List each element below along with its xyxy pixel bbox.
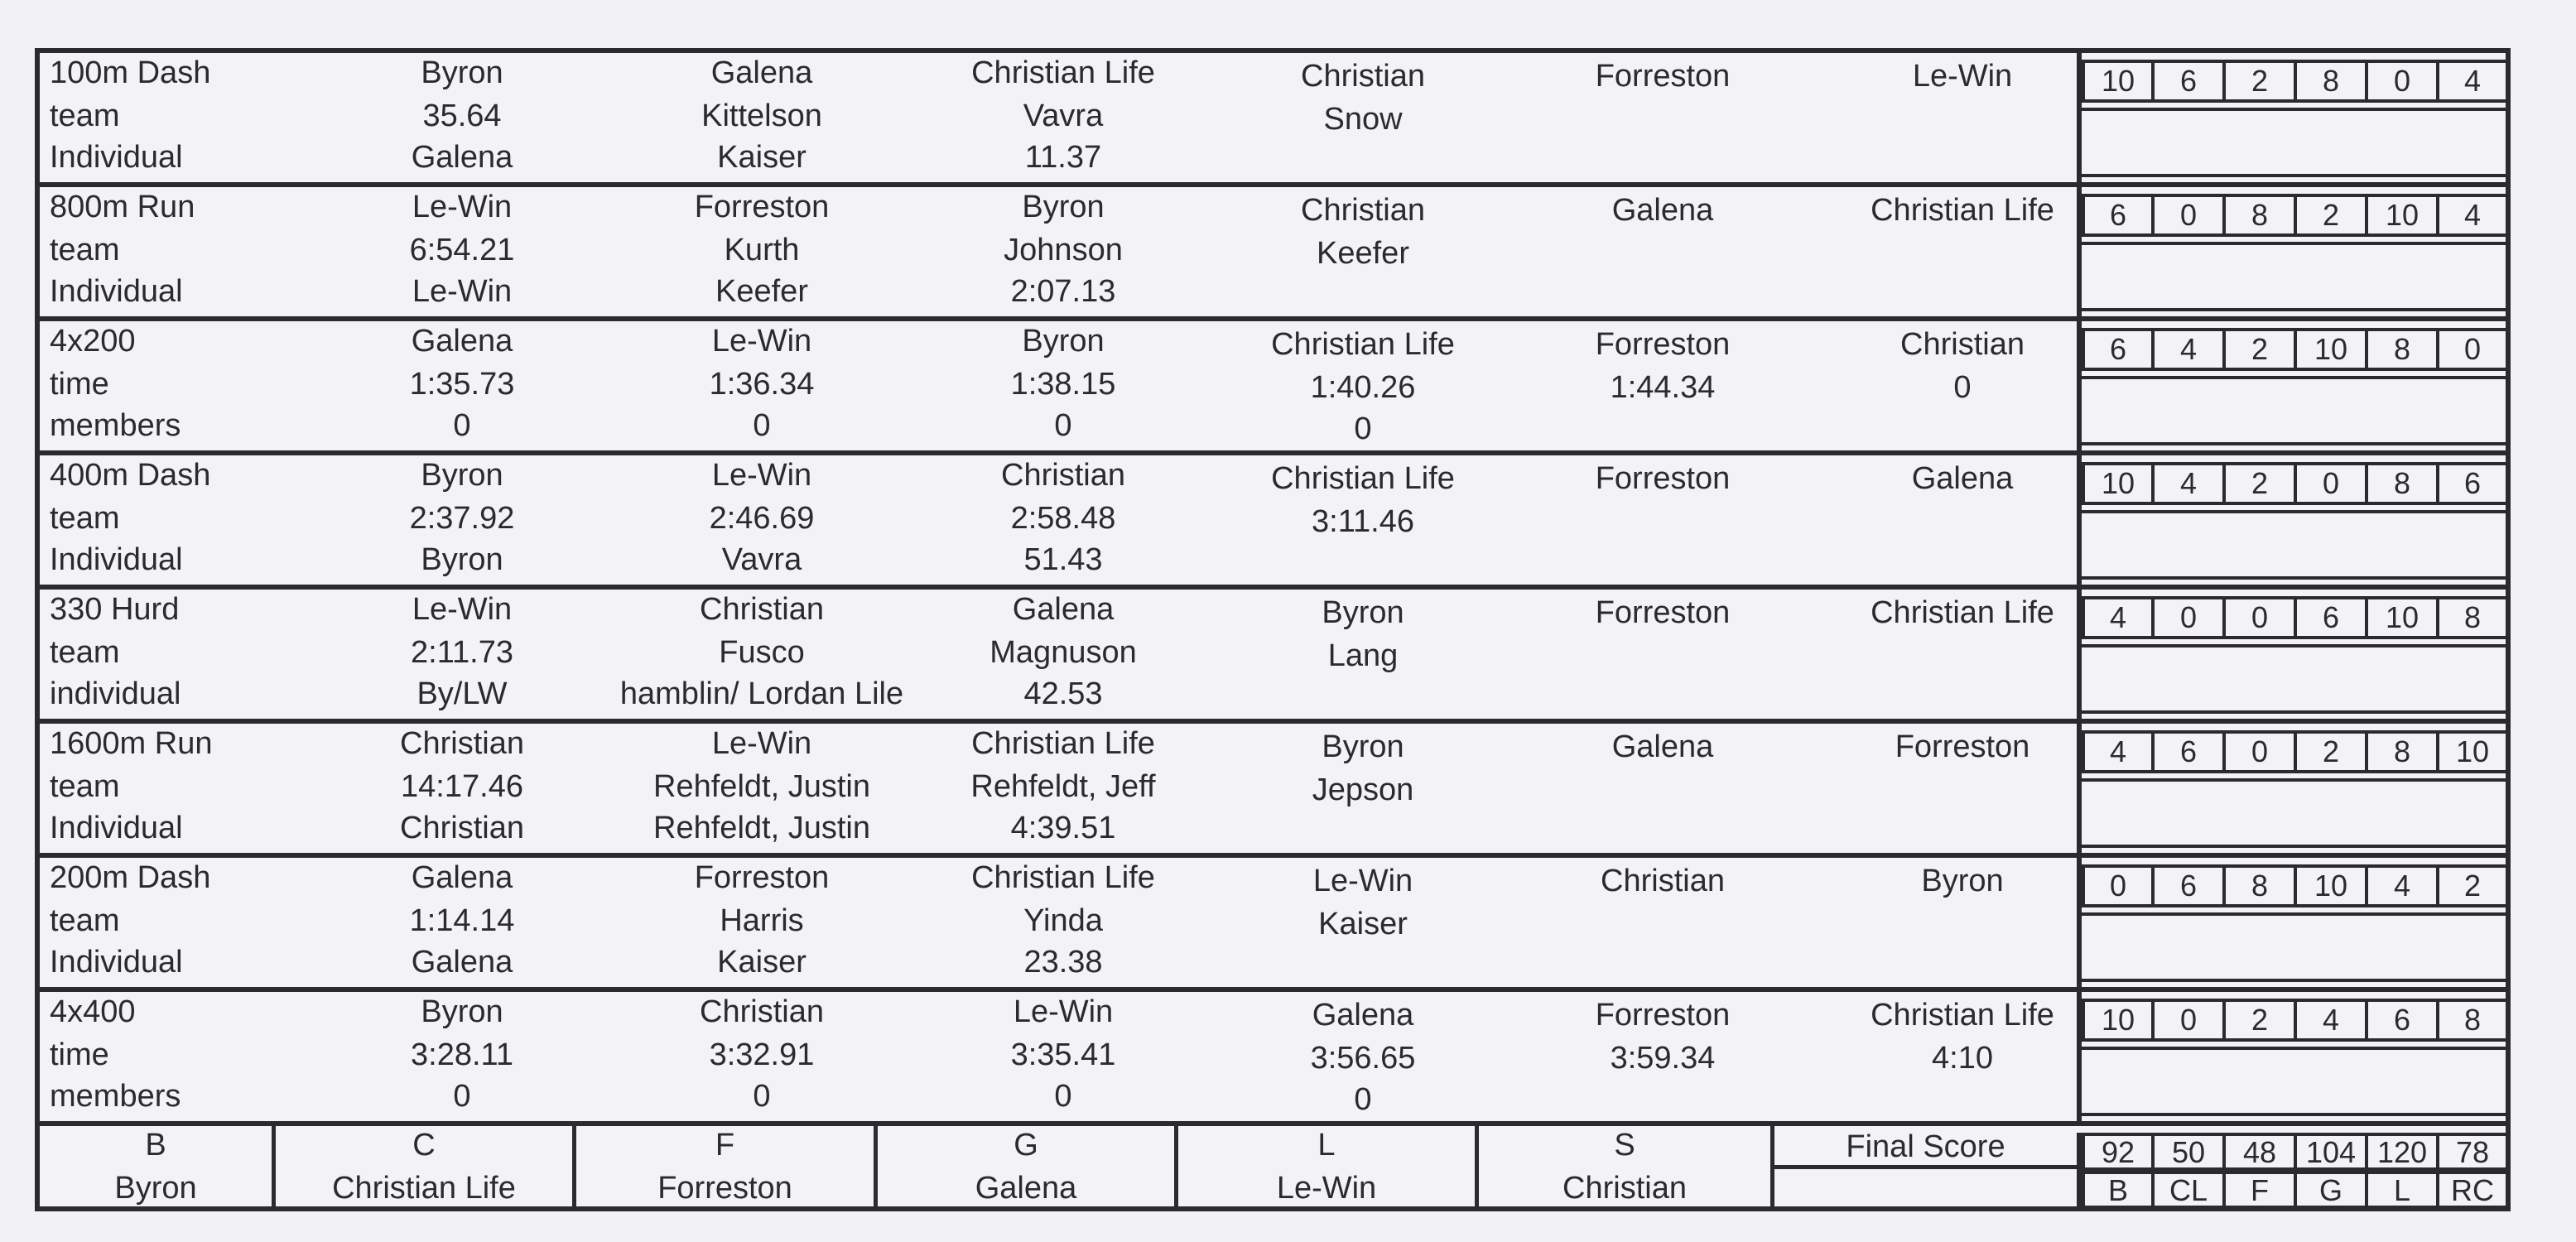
event-row <box>40 858 2511 992</box>
place-result: 2:11.73 <box>411 635 513 670</box>
points-cell: 0 <box>2082 864 2153 907</box>
place-result: 3:32.91 <box>709 1037 815 1072</box>
points-cell: 2 <box>2438 864 2509 907</box>
place-detail: 0 <box>1054 408 1072 443</box>
place-detail: 0 <box>1054 1079 1072 1114</box>
event-sublabel: team <box>50 903 120 938</box>
event-row <box>40 590 2511 724</box>
notes-box <box>2082 778 2511 848</box>
place-team: Christian <box>1301 59 1425 94</box>
points-cell: 0 <box>2153 194 2224 237</box>
points-cell: 10 <box>2438 730 2509 773</box>
event-name: 330 Hurd <box>50 592 180 627</box>
place-team: Forreston <box>1595 998 1731 1033</box>
place-detail: Christian <box>400 811 524 845</box>
points-cell: 4 <box>2082 730 2153 773</box>
place-detail: 0 <box>1354 412 1372 446</box>
place-team: Christian <box>1900 327 2025 362</box>
team-name: Christian Life <box>332 1171 516 1206</box>
team-key-cell <box>1178 1126 1479 1211</box>
event-sublabel: individual <box>50 676 181 711</box>
points-cell: 0 <box>2438 328 2509 371</box>
notes-box <box>2082 510 2511 580</box>
place-result: 1:40.26 <box>1310 370 1416 405</box>
place-detail: Galena <box>411 140 513 175</box>
place-result: 1:35.73 <box>409 367 515 402</box>
event-points-box <box>2077 321 2511 450</box>
place-team: Christian Life <box>971 860 1155 895</box>
team-name: Galena <box>975 1171 1077 1206</box>
points-cell: 4 <box>2367 864 2438 907</box>
place-team: Christian <box>1301 193 1425 228</box>
place-result: 2:37.92 <box>409 501 515 536</box>
final-score-cell: 50 <box>2153 1133 2224 1171</box>
score-sheet <box>35 48 2511 1211</box>
event-sublabel: members <box>50 1079 181 1114</box>
place-result: 3:28.11 <box>411 1037 513 1072</box>
event-sublabel: Individual <box>50 542 183 577</box>
event-name: 100m Dash <box>50 55 211 90</box>
place-team: Byron <box>1322 595 1404 630</box>
points-cell: 2 <box>2224 60 2295 103</box>
final-score-box <box>2077 1133 2511 1211</box>
event-sublabel: Individual <box>50 811 183 845</box>
points-cell: 8 <box>2367 328 2438 371</box>
points-cell: 4 <box>2082 596 2153 639</box>
points-cell: 10 <box>2367 596 2438 639</box>
team-name: Byron <box>114 1171 197 1206</box>
event-name: 4x200 <box>50 324 136 359</box>
team-name: Le-Win <box>1276 1171 1377 1206</box>
place-result: Rehfeldt, Jeff <box>970 769 1156 804</box>
event-points-box <box>2077 724 2511 853</box>
place-team: Christian <box>700 592 824 627</box>
place-team: Christian <box>1001 458 1125 493</box>
points-cell: 6 <box>2082 194 2153 237</box>
place-detail: hamblin/ Lordan Lile <box>619 676 904 711</box>
place-team: Christian Life <box>1871 595 2054 630</box>
place-team: Byron <box>421 994 503 1029</box>
final-score-cell: 48 <box>2224 1133 2295 1171</box>
team-key-cell <box>878 1126 1178 1211</box>
points-cell: 8 <box>2224 194 2295 237</box>
points-cell: 10 <box>2295 864 2367 907</box>
place-team: Le-Win <box>412 592 513 627</box>
place-team: Galena <box>1312 998 1414 1033</box>
points-cell: 0 <box>2295 462 2367 505</box>
points-cell: 0 <box>2224 730 2295 773</box>
place-result: 6:54.21 <box>409 233 515 267</box>
place-result: Snow <box>1323 102 1403 137</box>
final-scores-row <box>2082 1133 2511 1171</box>
place-team: Byron <box>1322 729 1404 764</box>
place-detail: 2:07.13 <box>1010 274 1116 309</box>
team-key-cell <box>576 1126 878 1211</box>
place-result: 14:17.46 <box>401 769 523 804</box>
place-result: 3:56.65 <box>1310 1041 1416 1076</box>
event-name: 4x400 <box>50 994 136 1029</box>
points-cell: 10 <box>2295 328 2367 371</box>
place-team: Le-Win <box>1912 59 2013 94</box>
event-row <box>40 724 2511 858</box>
place-team: Byron <box>1022 190 1105 224</box>
notes-box <box>2082 376 2511 445</box>
final-code-cell: F <box>2224 1171 2295 1209</box>
final-score-cell: 92 <box>2082 1133 2153 1171</box>
place-result: 35.64 <box>422 99 502 133</box>
place-result: Johnson <box>1004 233 1123 267</box>
points-row <box>2082 864 2511 907</box>
event-name: 800m Run <box>50 190 195 224</box>
place-team: Galena <box>1012 592 1115 627</box>
footer-row <box>40 1126 2511 1211</box>
place-team: Byron <box>421 458 503 493</box>
points-cell: 2 <box>2224 999 2295 1042</box>
points-cell: 10 <box>2367 194 2438 237</box>
place-detail: Galena <box>411 945 513 980</box>
event-sublabel: Individual <box>50 140 183 175</box>
team-key-cell <box>40 1126 276 1211</box>
place-result: 1:44.34 <box>1610 370 1716 405</box>
event-name: 400m Dash <box>50 458 211 493</box>
notes-box <box>2082 912 2511 982</box>
place-team: Forreston <box>1595 327 1731 362</box>
event-sublabel: members <box>50 408 181 443</box>
event-name: 1600m Run <box>50 726 213 761</box>
event-points-box <box>2077 590 2511 719</box>
place-team: Le-Win <box>711 726 812 761</box>
place-team: Christian <box>700 994 824 1029</box>
notes-box <box>2082 644 2511 714</box>
place-team: Galena <box>1611 729 1714 764</box>
final-codes-row <box>2082 1171 2511 1209</box>
points-row <box>2082 194 2511 237</box>
place-team: Christian <box>1601 864 1725 898</box>
team-code: L <box>1317 1128 1336 1163</box>
place-result: Vavra <box>1023 99 1104 133</box>
points-row <box>2082 730 2511 773</box>
place-detail: 23.38 <box>1023 945 1103 980</box>
event-sublabel: team <box>50 99 120 133</box>
place-team: Galena <box>1611 193 1714 228</box>
final-score-cell: 120 <box>2367 1133 2438 1171</box>
notes-box <box>2082 242 2511 311</box>
place-result: Keefer <box>1317 236 1409 271</box>
place-result: Kurth <box>724 233 800 267</box>
points-cell: 8 <box>2438 999 2509 1042</box>
event-sublabel: Individual <box>50 945 183 980</box>
team-code: B <box>145 1128 166 1163</box>
place-team: Le-Win <box>412 190 513 224</box>
points-cell: 10 <box>2082 60 2153 103</box>
place-result: 3:35.41 <box>1010 1037 1116 1072</box>
place-result: 2:46.69 <box>709 501 815 536</box>
team-code: G <box>1014 1128 1038 1163</box>
points-cell: 6 <box>2153 730 2224 773</box>
place-team: Christian Life <box>1871 193 2054 228</box>
points-cell: 8 <box>2224 864 2295 907</box>
place-result: Harris <box>720 903 804 938</box>
team-code: S <box>1614 1128 1635 1163</box>
event-sublabel: time <box>50 1037 109 1072</box>
place-team: Forreston <box>1595 59 1731 94</box>
place-team: Christian Life <box>1871 998 2054 1033</box>
points-cell: 4 <box>2153 462 2224 505</box>
points-cell: 2 <box>2224 328 2295 371</box>
place-detail: 4:39.51 <box>1010 811 1116 845</box>
place-detail: Keefer <box>715 274 808 309</box>
points-cell: 8 <box>2295 60 2367 103</box>
event-points-box <box>2077 858 2511 987</box>
event-sublabel: Individual <box>50 274 183 309</box>
final-score-cell: 104 <box>2295 1133 2367 1171</box>
place-detail: Rehfeldt, Justin <box>653 811 870 845</box>
final-score-cell: 78 <box>2438 1133 2509 1171</box>
event-points-box <box>2077 992 2511 1121</box>
place-detail: 0 <box>753 1079 771 1114</box>
points-cell: 4 <box>2438 194 2509 237</box>
event-sublabel: time <box>50 367 109 402</box>
place-team: Galena <box>411 860 513 895</box>
final-code-cell: RC <box>2438 1171 2509 1209</box>
event-row <box>40 53 2511 187</box>
place-detail: By/LW <box>416 676 508 711</box>
place-result: Rehfeldt, Justin <box>653 769 870 804</box>
place-result: Kittelson <box>701 99 822 133</box>
place-detail: 0 <box>1354 1082 1372 1117</box>
event-sublabel: team <box>50 501 120 536</box>
notes-box <box>2082 108 2511 177</box>
points-cell: 4 <box>2295 999 2367 1042</box>
points-cell: 6 <box>2438 462 2509 505</box>
place-detail: 0 <box>453 1079 471 1114</box>
place-detail: 0 <box>753 408 771 443</box>
event-row <box>40 187 2511 321</box>
place-result: Jepson <box>1312 773 1414 807</box>
place-team: Forreston <box>1595 461 1731 496</box>
points-cell: 8 <box>2367 730 2438 773</box>
team-code: F <box>715 1128 735 1163</box>
points-cell: 8 <box>2367 462 2438 505</box>
final-code-cell: G <box>2295 1171 2367 1209</box>
team-name: Christian <box>1562 1171 1687 1206</box>
event-points-box <box>2077 455 2511 585</box>
event-name: 200m Dash <box>50 860 211 895</box>
final-score-blank <box>1774 1169 2077 1211</box>
place-team: Christian Life <box>971 726 1155 761</box>
points-cell: 0 <box>2367 60 2438 103</box>
points-cell: 0 <box>2224 596 2295 639</box>
place-detail: Vavra <box>721 542 802 577</box>
points-cell: 6 <box>2082 328 2153 371</box>
event-points-box <box>2077 53 2511 182</box>
place-team: Le-Win <box>711 458 812 493</box>
points-cell: 0 <box>2153 999 2224 1042</box>
event-row <box>40 455 2511 590</box>
place-team: Galena <box>411 324 513 359</box>
points-cell: 4 <box>2438 60 2509 103</box>
place-team: Byron <box>1022 324 1105 359</box>
event-row <box>40 992 2511 1126</box>
event-sublabel: team <box>50 233 120 267</box>
final-code-cell: L <box>2367 1171 2438 1209</box>
points-cell: 2 <box>2295 194 2367 237</box>
place-result: 1:36.34 <box>709 367 815 402</box>
points-row <box>2082 999 2511 1042</box>
place-team: Forreston <box>694 190 830 224</box>
points-cell: 6 <box>2295 596 2367 639</box>
place-result: 4:10 <box>1932 1041 1993 1076</box>
place-team: Galena <box>710 55 813 90</box>
place-team: Byron <box>421 55 503 90</box>
place-result: Fusco <box>719 635 805 670</box>
points-row <box>2082 60 2511 103</box>
place-team: Christian Life <box>971 55 1155 90</box>
place-detail: 11.37 <box>1024 140 1102 175</box>
place-result: 3:59.34 <box>1610 1041 1716 1076</box>
place-result: 3:11.46 <box>1312 504 1414 539</box>
place-detail: Byron <box>421 542 503 577</box>
event-row <box>40 321 2511 455</box>
points-cell: 6 <box>2153 60 2224 103</box>
place-detail: Kaiser <box>717 140 807 175</box>
place-team: Le-Win <box>711 324 812 359</box>
place-team: Byron <box>1921 864 2004 898</box>
place-result: Magnuson <box>989 635 1137 670</box>
place-team: Le-Win <box>1013 994 1114 1029</box>
place-team: Galena <box>1911 461 2014 496</box>
place-team: Forreston <box>1595 595 1731 630</box>
points-cell: 0 <box>2153 596 2224 639</box>
place-detail: 0 <box>453 408 471 443</box>
place-team: Forreston <box>1895 729 2030 764</box>
points-cell: 6 <box>2367 999 2438 1042</box>
final-code-cell: B <box>2082 1171 2153 1209</box>
place-result: 2:58.48 <box>1010 501 1116 536</box>
place-team: Christian Life <box>1271 461 1455 496</box>
event-sublabel: team <box>50 635 120 670</box>
final-score-label: Final Score <box>1774 1126 2077 1169</box>
points-cell: 10 <box>2082 999 2153 1042</box>
event-sublabel: team <box>50 769 120 804</box>
place-detail: 51.43 <box>1023 542 1103 577</box>
place-result: 1:38.15 <box>1010 367 1116 402</box>
points-row <box>2082 328 2511 371</box>
event-points-box <box>2077 187 2511 316</box>
place-team: Christian <box>400 726 524 761</box>
team-code: C <box>412 1128 436 1163</box>
points-cell: 2 <box>2224 462 2295 505</box>
place-result: 0 <box>1953 370 1972 405</box>
place-detail: Le-Win <box>412 274 513 309</box>
place-result: Kaiser <box>1318 907 1408 941</box>
place-team: Le-Win <box>1312 864 1413 898</box>
team-name: Forreston <box>657 1171 792 1206</box>
place-result: Lang <box>1327 638 1399 673</box>
points-row <box>2082 596 2511 639</box>
points-cell: 2 <box>2295 730 2367 773</box>
notes-box <box>2082 1047 2511 1116</box>
place-detail: 42.53 <box>1023 676 1103 711</box>
points-cell: 8 <box>2438 596 2509 639</box>
place-detail: Kaiser <box>717 945 807 980</box>
place-team: Christian Life <box>1271 327 1455 362</box>
place-result: Yinda <box>1023 903 1103 938</box>
points-row <box>2082 462 2511 505</box>
points-cell: 4 <box>2153 328 2224 371</box>
final-code-cell: CL <box>2153 1171 2224 1209</box>
points-cell: 10 <box>2082 462 2153 505</box>
place-result: 1:14.14 <box>409 903 515 938</box>
team-key-cell <box>276 1126 576 1211</box>
points-cell: 6 <box>2153 864 2224 907</box>
team-key-cell <box>1479 1126 1774 1211</box>
place-team: Forreston <box>694 860 830 895</box>
